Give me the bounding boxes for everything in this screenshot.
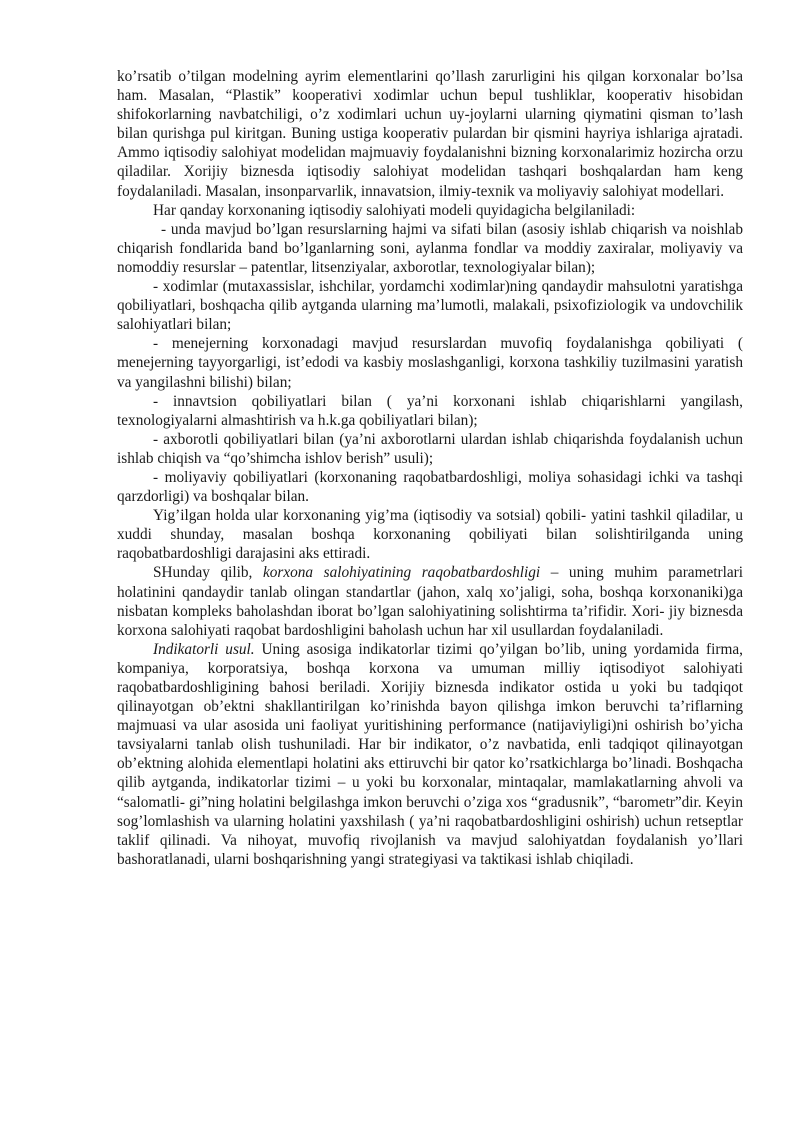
italic-term: korxona salohiyatining raqobatbardoshligi	[262, 564, 541, 582]
paragraph-competitiveness	[117, 563, 743, 639]
list-item-finance: - moliyaviy qobiliyatlari (korxonaning raqobatbardoshligi, moliya sohasidagi ichki va tashqi qarzdorligi) va boshqalar bilan.	[117, 468, 743, 506]
list-item-management: - menejerning korxonadagi mavjud resurslardan muvofiq foydalanishga qobiliyati ( menejerning tayyorgarligi, ist’edodi va kasbiy moslashganligi, korxona tashkiliy tuzilmasini yaratish va yangilashni bilishi) bilan;	[117, 335, 743, 391]
list-item-information: - axborotli qobiliyatlari bilan (ya’ni axborotlarni ulardan ishlab chiqarishda foydalanish uchun ishlab chiqish va “qo’shimcha ishlov berish” usuli);	[117, 430, 743, 467]
paragraph-intro: ko’rsatib o’tilgan modelning ayrim elementlarini qo’llash zarurligini his qilgan korxonalar bo’lsa ham. Masalan, “Plastik” kooperativi xodimlar uchun bepul tushliklar, kooperativ hisobidan shifokorlarning navbatchiligi, o’z xodimlari uchun uy-joylarni ularning qiymatini qisman to’lash bilan qurishga pul kiritgan. Buning ustiga kooperativ pulardan bir qismini hayriya ishlariga ajratadi. Ammo iqtisodiy salohiyat modelidan majmuaviy foydalanishni bizning korxonalarimiz hozircha orzu qiladilar. Xorijiy biznesda iqtisodiy salohiyat modelidan tashqari boshqalardan ham keng foydalaniladi. Masalan, insonparvarlik, innavatsion, ilmiy-texnik va moliyaviy salohiyat modellari.	[117, 68, 743, 200]
list-item-innovation: - innavtsion qobiliyatlari bilan ( ya’ni korxonani ishlab chiqarishlarni yangilash, texnologiyalarni almashtirish va h.k.ga qobiliyatlari bilan);	[117, 392, 743, 429]
list-item-staff: - xodimlar (mutaxassislar, ishchilar, yordamchi xodimlar)ning qandaydir mahsulotni yaratishga qobiliyatlari, boshqacha qilib aytganda ularning ma’lumotli, malakali, psixofiziologik va undovchilik salohiyatlari bilan;	[117, 278, 743, 334]
document-page	[117, 67, 743, 869]
paragraph-lead-text: SHunday qilib,	[153, 564, 263, 582]
list-item-resources: - unda mavjud bo’lgan resurslarning hajmi va sifati bilan (asosiy ishlab chiqarish va noishlab chiqarish fondlarida band bo’lganlarning soni, aylanma fondlar va moddiy zaxiralar, moliyaviy va nomoddiy resurslar – patentlar, litsenziyalar, axborotlar, texnologiyalar bilan);	[117, 220, 743, 276]
italic-term: Indikatorli usul.	[153, 640, 255, 658]
paragraph-indicator-method	[117, 640, 743, 869]
paragraph-summary: Yig’ilgan holda ular korxonaning yig’ma (iqtisodiy va sotsial) qobili- yatini tashkil qiladilar, u xuddi shunday, masalan boshqa korxonaning qobiliyati bilan solishtirilganda uning raqobatbardoshligi darajasini aks ettiradi.	[117, 507, 743, 563]
paragraph-body-text: Uning asosiga indikatorlar tizimi qo’yilgan bo’lib, uning yordamida firma, kompaniya, korporatsiya, boshqa korxona va umuman milliy iqtisodiyot salohiyati raqobatbardoshligining bahosi beriladi. Xorijiy biznesda indikator ostida u yoki bu tadqiqot qilinayotgan ob’ektni shakllantirilgan ko’rinishda bayon qilishga imkon beruvchi ta’riflarning majmuasi va ular asosida uni faoliyat yuritishining performance (natijaviyligi)ni oshirish bo’yicha tavsiyalarni tanlab olish tushuniladi. Har bir indikator, o’z navbatida, enli tadqiqot qilinayotgan ob’ektning alohida elementlapi holatini aks ettiruvchi bir qator ko’rsatkichlarga bo’linadi. Boshqacha qilib aytganda, indikatorlar tizimi – u yoki bu korxonalar, mintaqalar, mamlakatlarning ahvoli va “salomatli- gi”ning holatini belgilashga imkon beruvchi o’ziga xos “gradusnik”, “barometr”dir. Keyin sog’lomlashish va ularning holatini yaxshilash ( ya’ni raqobatbardoshligini oshirish) uchun retseptlar taklif qilinadi. Va nihoyat, muvofiq rivojlanish va mavjud salohiyatdan foydalanish yo’llari bashoratlanadi, ularni boshqarishning yangi strategiyasi va taktikasi ishlab chiqiladi.	[117, 640, 743, 868]
paragraph-body-text: – uning muhim parametrlari holatinini qandaydir tanlab olingan standartlar (jahon, xalq xo’jaligi, soha, boshqa korxonaniki)ga nisbatan kompleks baholashdan iborat bo’lgan salohiyatining solishtirma ta’rifidir. Xori- jiy biznesda korxona salohiyati raqobat bardoshligini baholash uchun har xil usullardan foydalaniladi.	[117, 564, 743, 639]
paragraph-model-definition: Har qanday korxonaning iqtisodiy salohiyati modeli quyidagicha belgilaniladi:	[153, 201, 636, 219]
